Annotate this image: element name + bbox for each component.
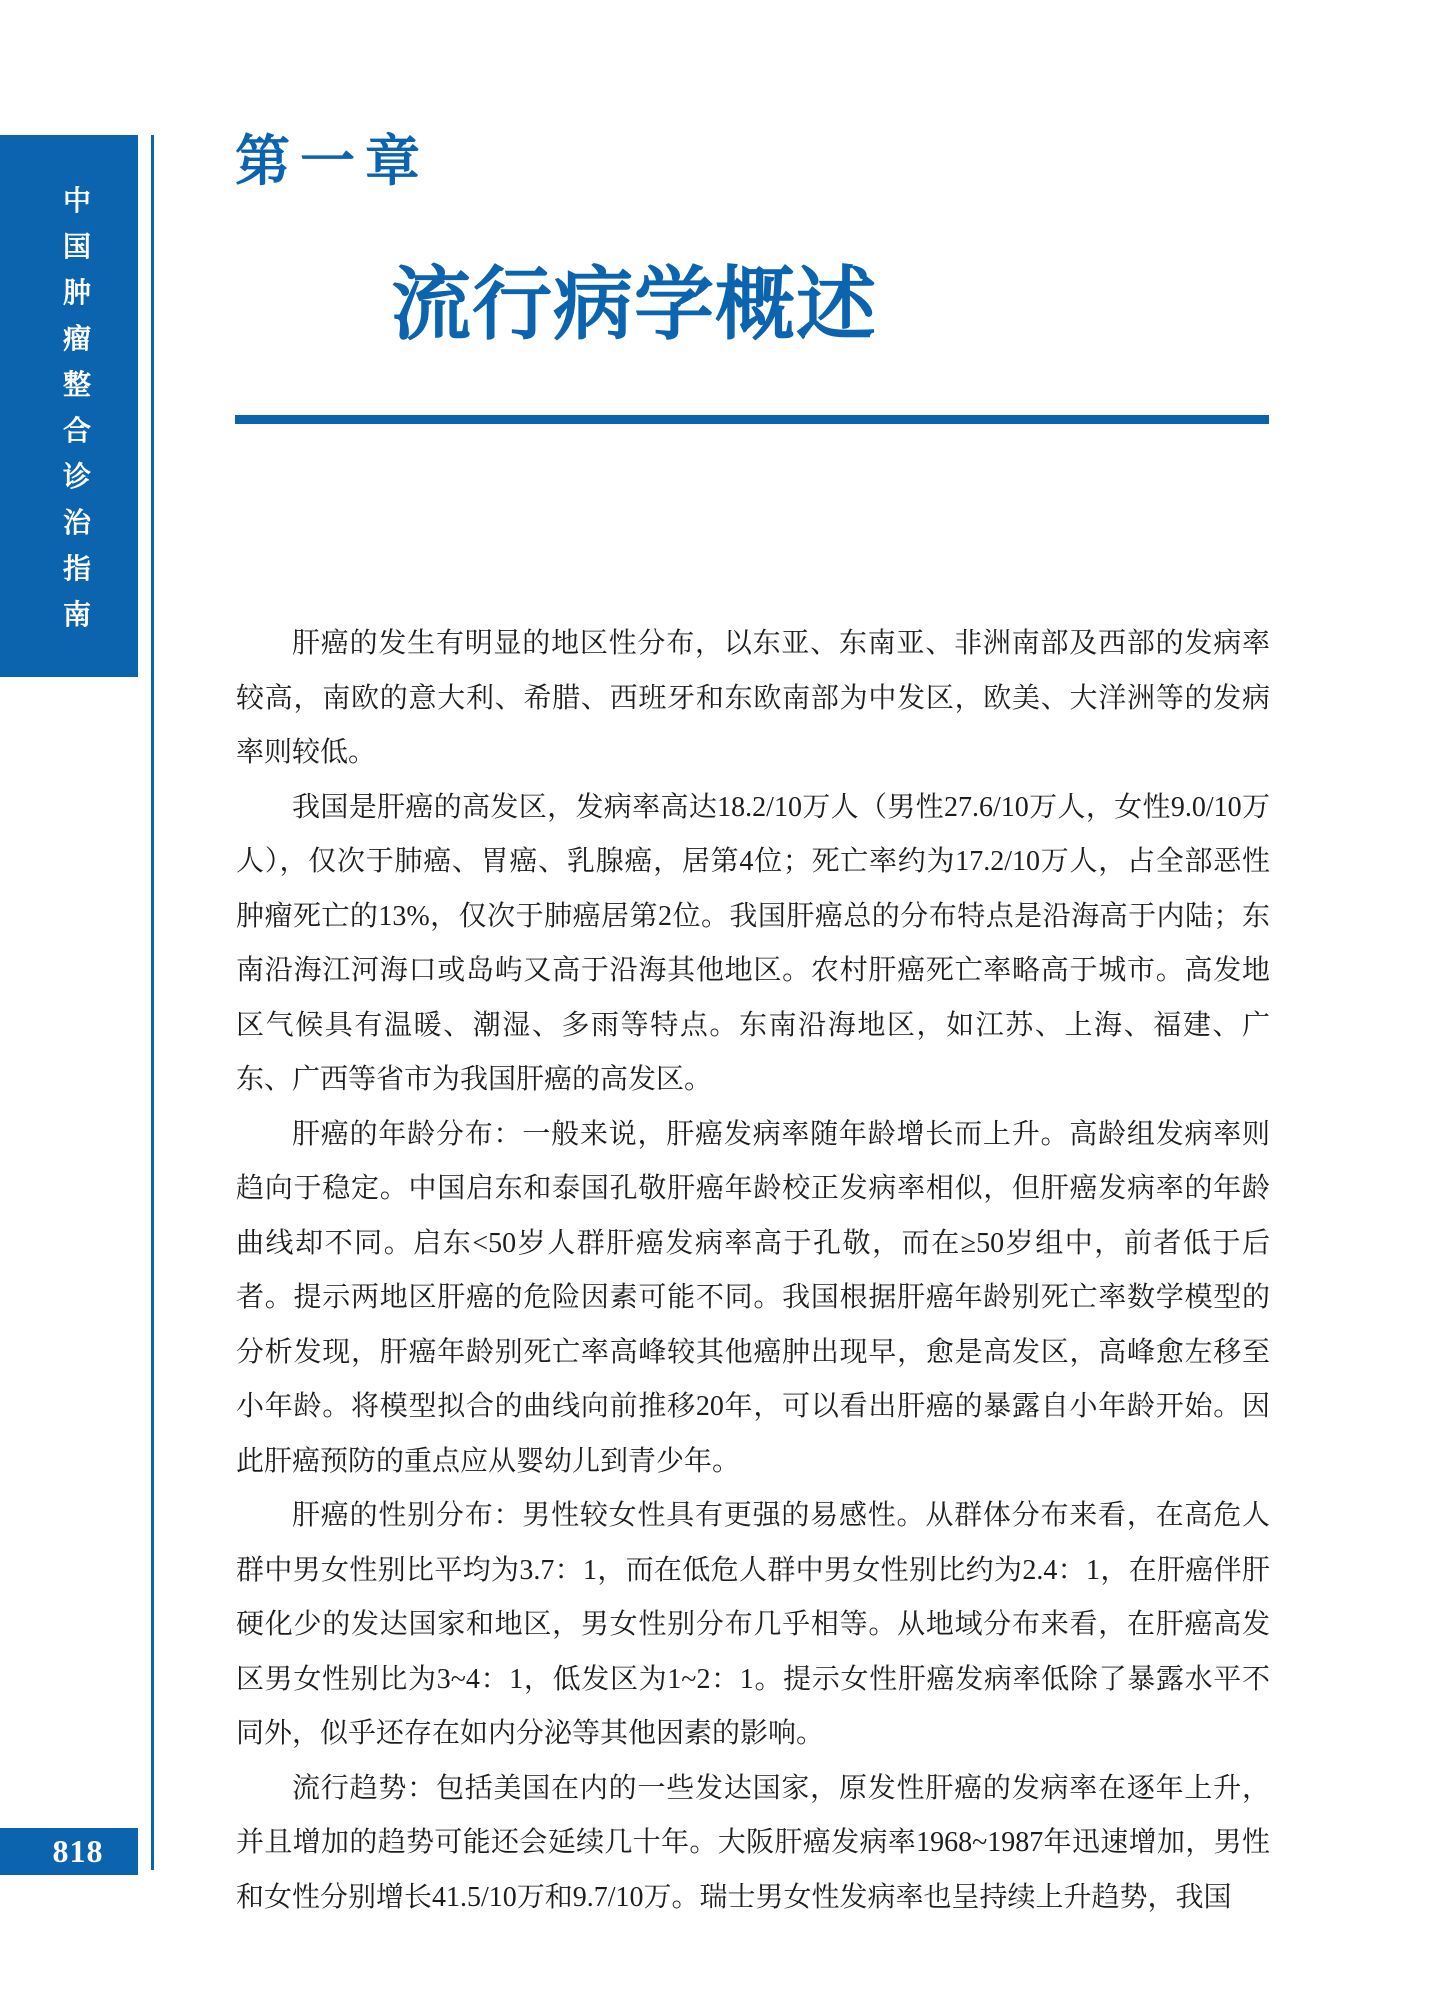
article-paragraph: 肝癌的年龄分布：一般来说，肝癌发病率随年龄增长而上升。高龄组发病率则趋向于稳定。中国启东和泰国孔敬肝癌年龄校正发病率相似，但肝癌发病率的年龄曲线却不同。启东<50岁人群肝癌发病率高于孔敬，而在≥50岁组中，前者低于后者。提示两地区肝癌的危险因素可能不同。我国根据肝癌年龄别死亡率数学模型的分析发现，肝癌年龄别死亡率高峰较其他癌肿出现早，愈是高发区，高峰愈左移至小年龄。将模型拟合的曲线向前推移20年，可以看出肝癌的暴露自小年龄开始。因此肝癌预防的重点应从婴幼儿到青少年。 <box>236 1118 1270 1477</box>
article-body <box>236 617 1270 1925</box>
sidebar-banner-text <box>0 135 138 677</box>
banner-char: 整 <box>62 369 91 400</box>
banner-char: 南 <box>62 599 91 630</box>
banner-char: 肿 <box>62 277 91 308</box>
banner-char: 中 <box>62 185 91 216</box>
banner-char: 合 <box>62 415 91 446</box>
banner-char: 国 <box>62 231 91 262</box>
article-paragraph: 我国是肝癌的高发区，发病率高达18.2/10万人（男性27.6/10万人，女性9.0/10万人），仅次于肺癌、胃癌、乳腺癌，居第4位；死亡率约为17.2/10万人，占全部恶性肿瘤死亡的13%，仅次于肺癌居第2位。我国肝癌总的分布特点是沿海高于内陆；东南沿海江河海口或岛屿又高于沿海其他地区。农村肝癌死亡率略高于城市。高发地区气候具有温暖、潮湿、多雨等特点。东南沿海地区，如江苏、上海、福建、广东、广西等省市为我国肝癌的高发区。 <box>236 791 1270 1095</box>
side-vertical-rule <box>151 135 154 1870</box>
sidebar-banner <box>0 135 138 677</box>
banner-char: 瘤 <box>62 323 91 354</box>
title-divider-rule <box>235 415 1269 424</box>
chapter-heading: 第一章 <box>235 130 431 192</box>
article-paragraph: 肝癌的发生有明显的地区性分布，以东亚、东南亚、非洲南部及西部的发病率较高，南欧的意大利、希腊、西班牙和东欧南部为中发区，欧美、大洋洲等的发病率则较低。 <box>236 628 1270 768</box>
banner-char: 指 <box>62 553 91 584</box>
page-title: 流行病学概述 <box>391 260 877 349</box>
banner-char: 治 <box>62 507 91 538</box>
article-paragraph: 肝癌的性别分布：男性较女性具有更强的易感性。从群体分布来看，在高危人群中男女性别比平均为3.7：1，而在低危人群中男女性别比约为2.4：1，在肝癌伴肝硬化少的发达国家和地区，男女性别分布几乎相等。从地域分布来看，在肝癌高发区男女性别比为3~4：1，低发区为1~2：1。提示女性肝癌发病率低除了暴露水平不同外，似乎还存在如内分泌等其他因素的影响。 <box>236 1500 1270 1749</box>
article-paragraph: 流行趋势：包括美国在内的一些发达国家，原发性肝癌的发病率在逐年上升，并且增加的趋势可能还会延续几十年。大阪肝癌发病率1968~1987年迅速增加，男性和女性分别增长41.5/10万和9.7/10万。瑞士男女性发病率也呈持续上升趋势，我国 <box>236 1772 1270 1913</box>
banner-char: 诊 <box>62 461 91 492</box>
page-number-badge: 818 <box>0 1828 138 1875</box>
